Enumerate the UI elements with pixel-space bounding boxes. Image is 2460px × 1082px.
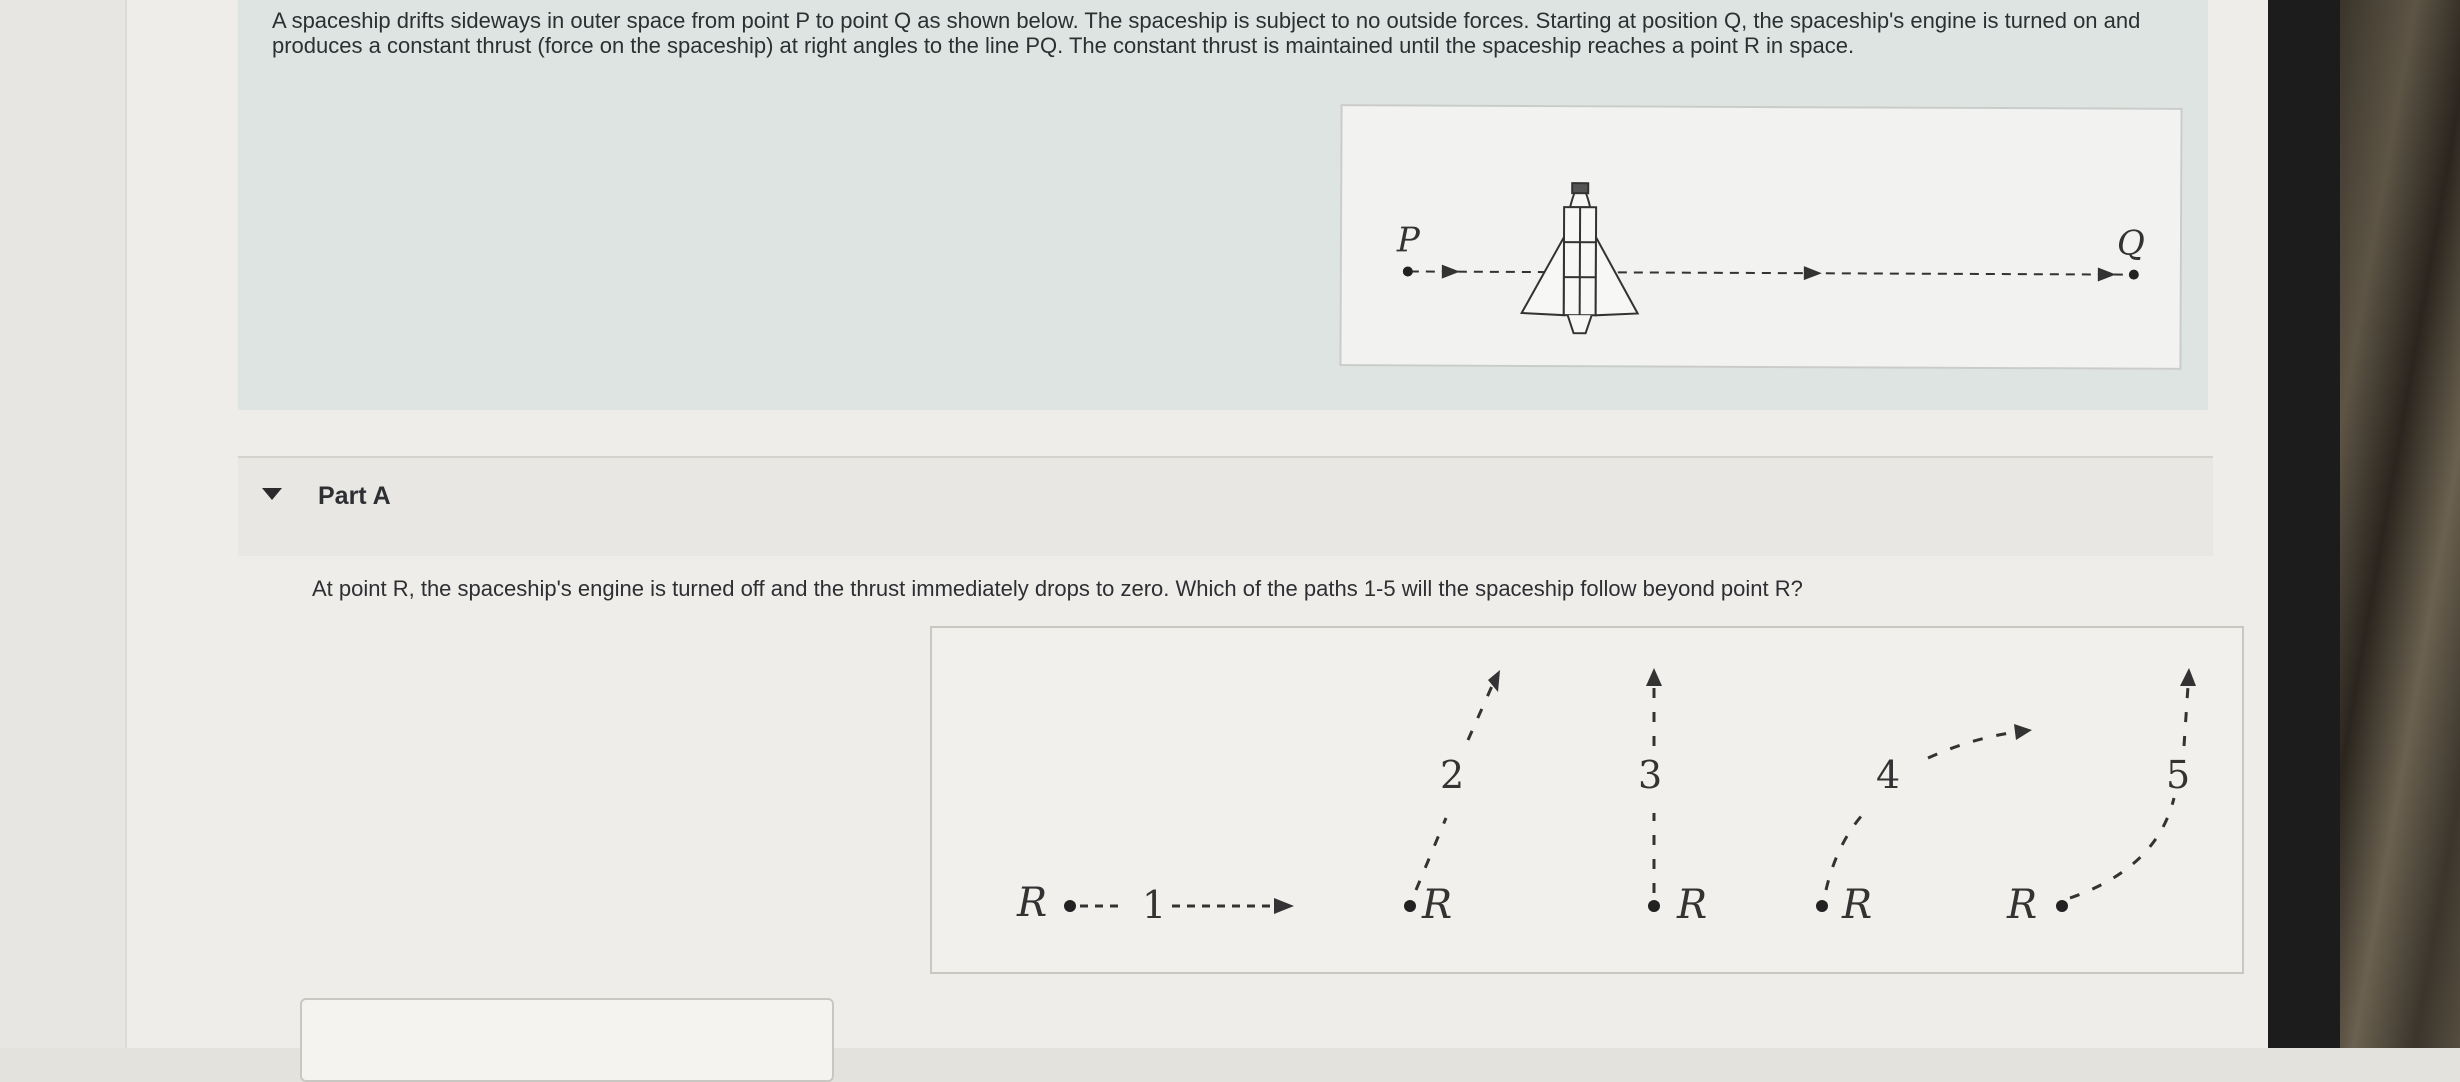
arrow-head-icon xyxy=(2098,267,2116,281)
r-dot xyxy=(1816,900,1828,912)
point-p-dot xyxy=(1403,266,1413,276)
r-label: R xyxy=(1421,882,1452,928)
left-margin xyxy=(0,0,127,1048)
path-2 xyxy=(1404,670,1500,928)
r-dot xyxy=(1404,900,1416,912)
part-title[interactable]: Part A xyxy=(318,482,391,511)
arrow-head-icon xyxy=(2014,724,2032,740)
path-5 xyxy=(2006,668,2196,928)
path-1 xyxy=(1016,880,1294,927)
path-number: 5 xyxy=(2166,753,2190,797)
path-number: 4 xyxy=(1876,753,1900,797)
r-label: R xyxy=(1676,882,1707,928)
spaceship-figure xyxy=(1339,104,2182,370)
arrow-head-icon xyxy=(1804,266,1822,280)
path-3 xyxy=(1638,668,1707,928)
intro-text: A spaceship drifts sideways in outer space from point P to point Q as shown below. The spaceship is subject to no outside forces. Starting at position Q, the spaceship's engine is turned on and produces a constant thrust (force on the spaceship) at right angles to the line PQ. The constant thrust is maintained until the spaceship reaches a point R in space. xyxy=(272,8,2172,58)
r-dot xyxy=(1648,900,1660,912)
screen-bezel xyxy=(2268,0,2348,1048)
r-label: R xyxy=(1016,880,1047,926)
arrow-head-icon xyxy=(2180,668,2196,686)
path-number: 2 xyxy=(1440,753,1464,797)
arrow-head-icon xyxy=(1274,898,1294,914)
arrow-head-icon xyxy=(1646,668,1662,686)
path-number: 1 xyxy=(1142,883,1166,927)
path-line xyxy=(1410,271,2132,274)
question-text: At point R, the spaceship's engine is turned off and the thrust immediately drops to zero. Which of the paths 1-5 will the spaceship follow beyond point R? xyxy=(312,576,1803,602)
paths-diagram xyxy=(932,628,2242,972)
r-label: R xyxy=(2006,882,2037,928)
paths-figure xyxy=(930,626,2244,974)
background-surface xyxy=(2340,0,2460,1048)
r-dot xyxy=(2056,900,2068,912)
path-number: 3 xyxy=(1638,753,1662,797)
point-q-dot xyxy=(2129,270,2139,280)
r-dot xyxy=(1064,900,1076,912)
spaceship-diagram xyxy=(1341,106,2180,368)
answer-input-box[interactable] xyxy=(300,998,834,1082)
arrow-head-icon xyxy=(1442,265,1460,279)
part-a-header[interactable] xyxy=(238,458,2213,556)
path-4 xyxy=(1816,724,2032,928)
caret-down-icon[interactable] xyxy=(262,488,282,500)
point-p-label: P xyxy=(1396,220,1421,260)
r-label: R xyxy=(1841,882,1872,928)
spaceship-icon xyxy=(1522,183,1639,334)
point-q-label: Q xyxy=(2117,224,2145,264)
